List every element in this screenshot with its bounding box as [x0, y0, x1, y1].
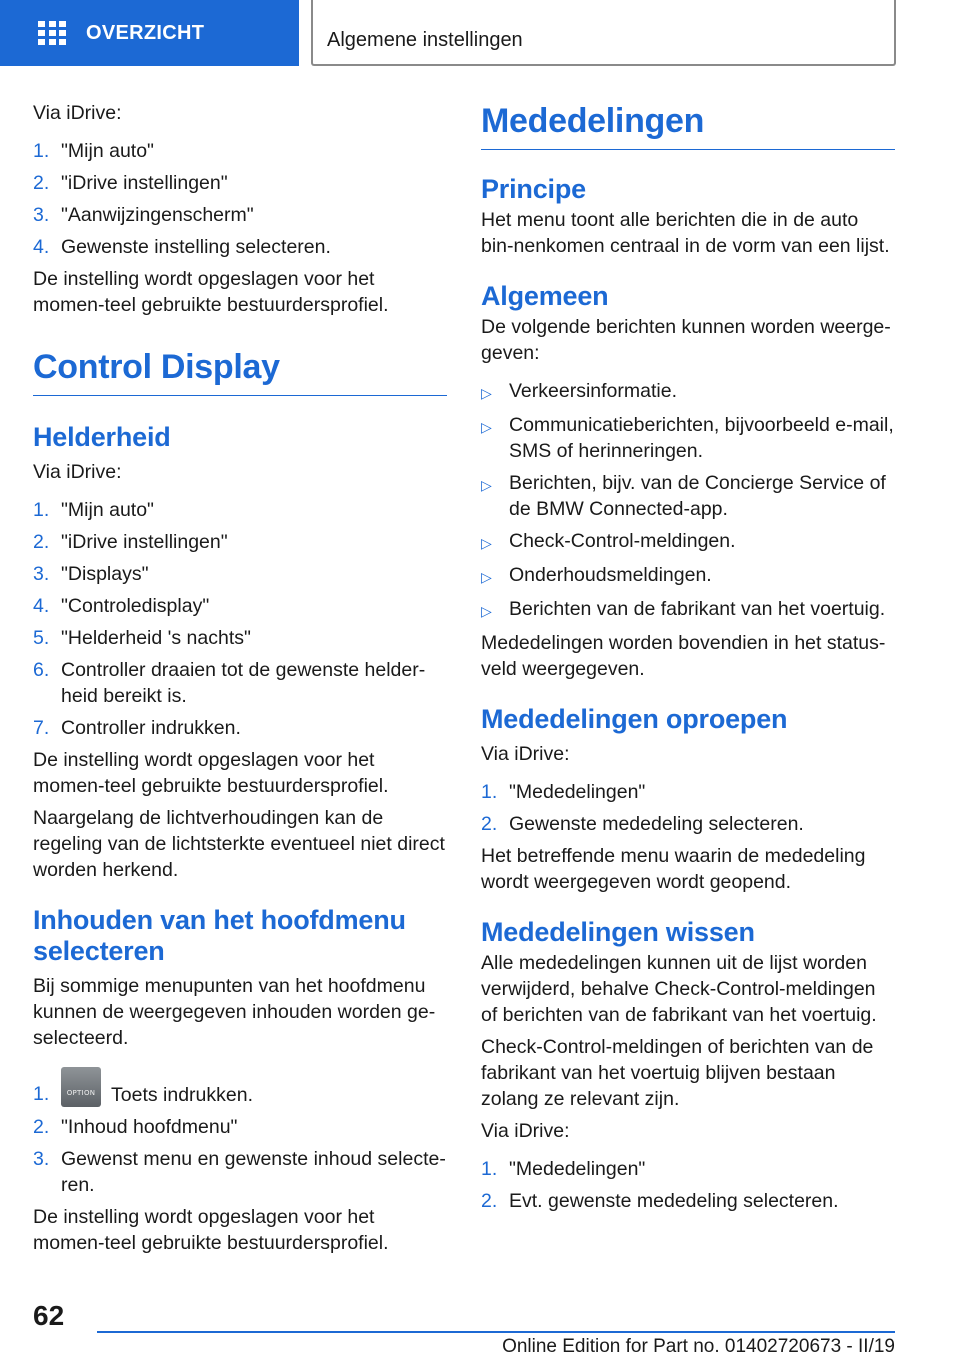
section-title-box — [311, 0, 896, 66]
list-item: ▷ Communicatieberichten, bijvoorbeeld e-mail, SMS of herinneringen. — [481, 414, 894, 462]
list-item: 2. "iDrive instellingen" — [33, 531, 228, 553]
right-column — [481, 100, 895, 1220]
page-number: 62 — [33, 1300, 65, 1331]
list-item: ▷ Onderhoudsmeldingen. — [481, 562, 895, 590]
brightness-heading: Helderheid — [33, 422, 171, 452]
brightness-steps — [33, 497, 447, 741]
main-menu-heading: Inhouden van het hoofdmenu selecteren — [33, 905, 406, 966]
list-item: 4. "Controledisplay" — [33, 595, 210, 617]
list-item: 3. "Displays" — [33, 563, 149, 585]
list-item: 7. Controller indrukken. — [33, 717, 241, 739]
grid-menu-icon — [38, 21, 66, 45]
footer-divider — [97, 1331, 895, 1333]
list-item: 1. "Mijn auto" — [33, 140, 154, 162]
brightness-note: De instelling wordt opgeslagen voor het momen‐teel gebruikte bestuurdersprofiel. — [33, 749, 389, 797]
list-item: 1. "Mededelingen" — [481, 781, 646, 803]
list-item: ▷ Verkeersinformatie. — [481, 378, 895, 406]
principle-heading: Principe — [481, 174, 586, 204]
via-idrive-label: Via iDrive: — [481, 1120, 570, 1142]
via-idrive-label: Via iDrive: — [33, 102, 122, 124]
triangle-bullet-icon: ▷ — [481, 419, 492, 435]
call-up-heading: Mededelingen oproepen — [481, 704, 788, 734]
list-item: 1. OPTION Toets indrukken. — [33, 1067, 447, 1108]
list-item: 6. Controller draaien tot de gewenste helder‐heid bereikt is. — [33, 659, 426, 707]
main-menu-steps — [33, 1067, 447, 1198]
message-types-list — [481, 378, 895, 624]
general-note: Mededelingen worden bovendien in het status‐veld weergegeven. — [481, 632, 886, 680]
triangle-bullet-icon: ▷ — [481, 535, 492, 551]
left-column — [33, 100, 447, 1262]
list-item: 1. "Mijn auto" — [33, 499, 154, 521]
call-up-steps — [481, 779, 895, 837]
list-item: 1. "Mededelingen" — [481, 1158, 646, 1180]
general-intro: De volgende berichten kunnen worden weerge‐geven: — [481, 316, 891, 364]
list-item: 2. Gewenste mededeling selecteren. — [481, 813, 804, 835]
messages-heading: Mededelingen — [481, 102, 895, 150]
triangle-bullet-icon: ▷ — [481, 603, 492, 619]
main-menu-note: De instelling wordt opgeslagen voor het momen‐teel gebruikte bestuurdersprofiel. — [33, 1206, 389, 1254]
via-idrive-label: Via iDrive: — [481, 743, 570, 765]
page-header — [0, 0, 960, 66]
main-menu-intro: Bij sommige menupunten van het hoofdmenu kunnen de weergegeven inhouden worden ge‐selecteerd. — [33, 975, 436, 1049]
list-item: 3. Gewenst menu en gewenste inhoud selecte‐ren. — [33, 1148, 446, 1196]
list-item: ▷ Berichten van de fabrikant van het voertuig. — [481, 596, 895, 624]
option-button-icon — [61, 1067, 101, 1107]
via-idrive-label: Via iDrive: — [33, 461, 122, 483]
triangle-bullet-icon: ▷ — [481, 477, 492, 493]
edition-footer: Online Edition for Part no. 01402720673 - II/19 — [502, 1336, 895, 1357]
section-title: Algemene instellingen — [327, 29, 523, 51]
triangle-bullet-icon: ▷ — [481, 569, 492, 585]
delete-text-persist: Check-Control-meldingen of berichten van de fabrikant van het voertuig blijven bestaan zolang ze relevant zijn. — [481, 1036, 874, 1110]
delete-heading: Mededelingen wissen — [481, 917, 755, 947]
overview-label: OVERZICHT — [86, 21, 205, 44]
intro-note: De instelling wordt opgeslagen voor het momen‐teel gebruikte bestuurdersprofiel. — [33, 268, 389, 316]
list-item: 4. Gewenste instelling selecteren. — [33, 236, 331, 258]
intro-steps — [33, 138, 447, 260]
list-item: 2. "Inhoud hoofdmenu" — [33, 1116, 238, 1138]
list-item: 2. Evt. gewenste mededeling selecteren. — [481, 1190, 839, 1212]
triangle-bullet-icon: ▷ — [481, 385, 492, 401]
delete-text: Alle mededelingen kunnen uit de lijst worden verwijderd, behalve Check-Control-meldingen of berichten van de fabrikant van het voertuig. — [481, 952, 877, 1026]
call-up-note: Het betreffende menu waarin de mededeling wordt weergegeven wordt geopend. — [481, 845, 866, 893]
control-display-heading: Control Display — [33, 348, 447, 396]
general-heading: Algemeen — [481, 281, 609, 311]
brightness-note-light: Naargelang de lichtverhoudingen kan de regeling van de lichtsterkte eventueel niet direct worden herkend. — [33, 807, 445, 881]
overview-button[interactable] — [0, 0, 299, 66]
list-item: 3. "Aanwijzingenscherm" — [33, 204, 254, 226]
list-item: ▷ Check-Control-meldingen. — [481, 528, 895, 556]
list-item: 5. "Helderheid 's nachts" — [33, 627, 251, 649]
principle-text: Het menu toont alle berichten die in de auto bin‐nenkomen centraal in de vorm van een lijst. — [481, 209, 890, 257]
list-item: 2. "iDrive instellingen" — [33, 172, 228, 194]
delete-steps — [481, 1156, 895, 1214]
list-item: ▷ Berichten, bijv. van de Concierge Service of de BMW Connected-app. — [481, 472, 886, 520]
